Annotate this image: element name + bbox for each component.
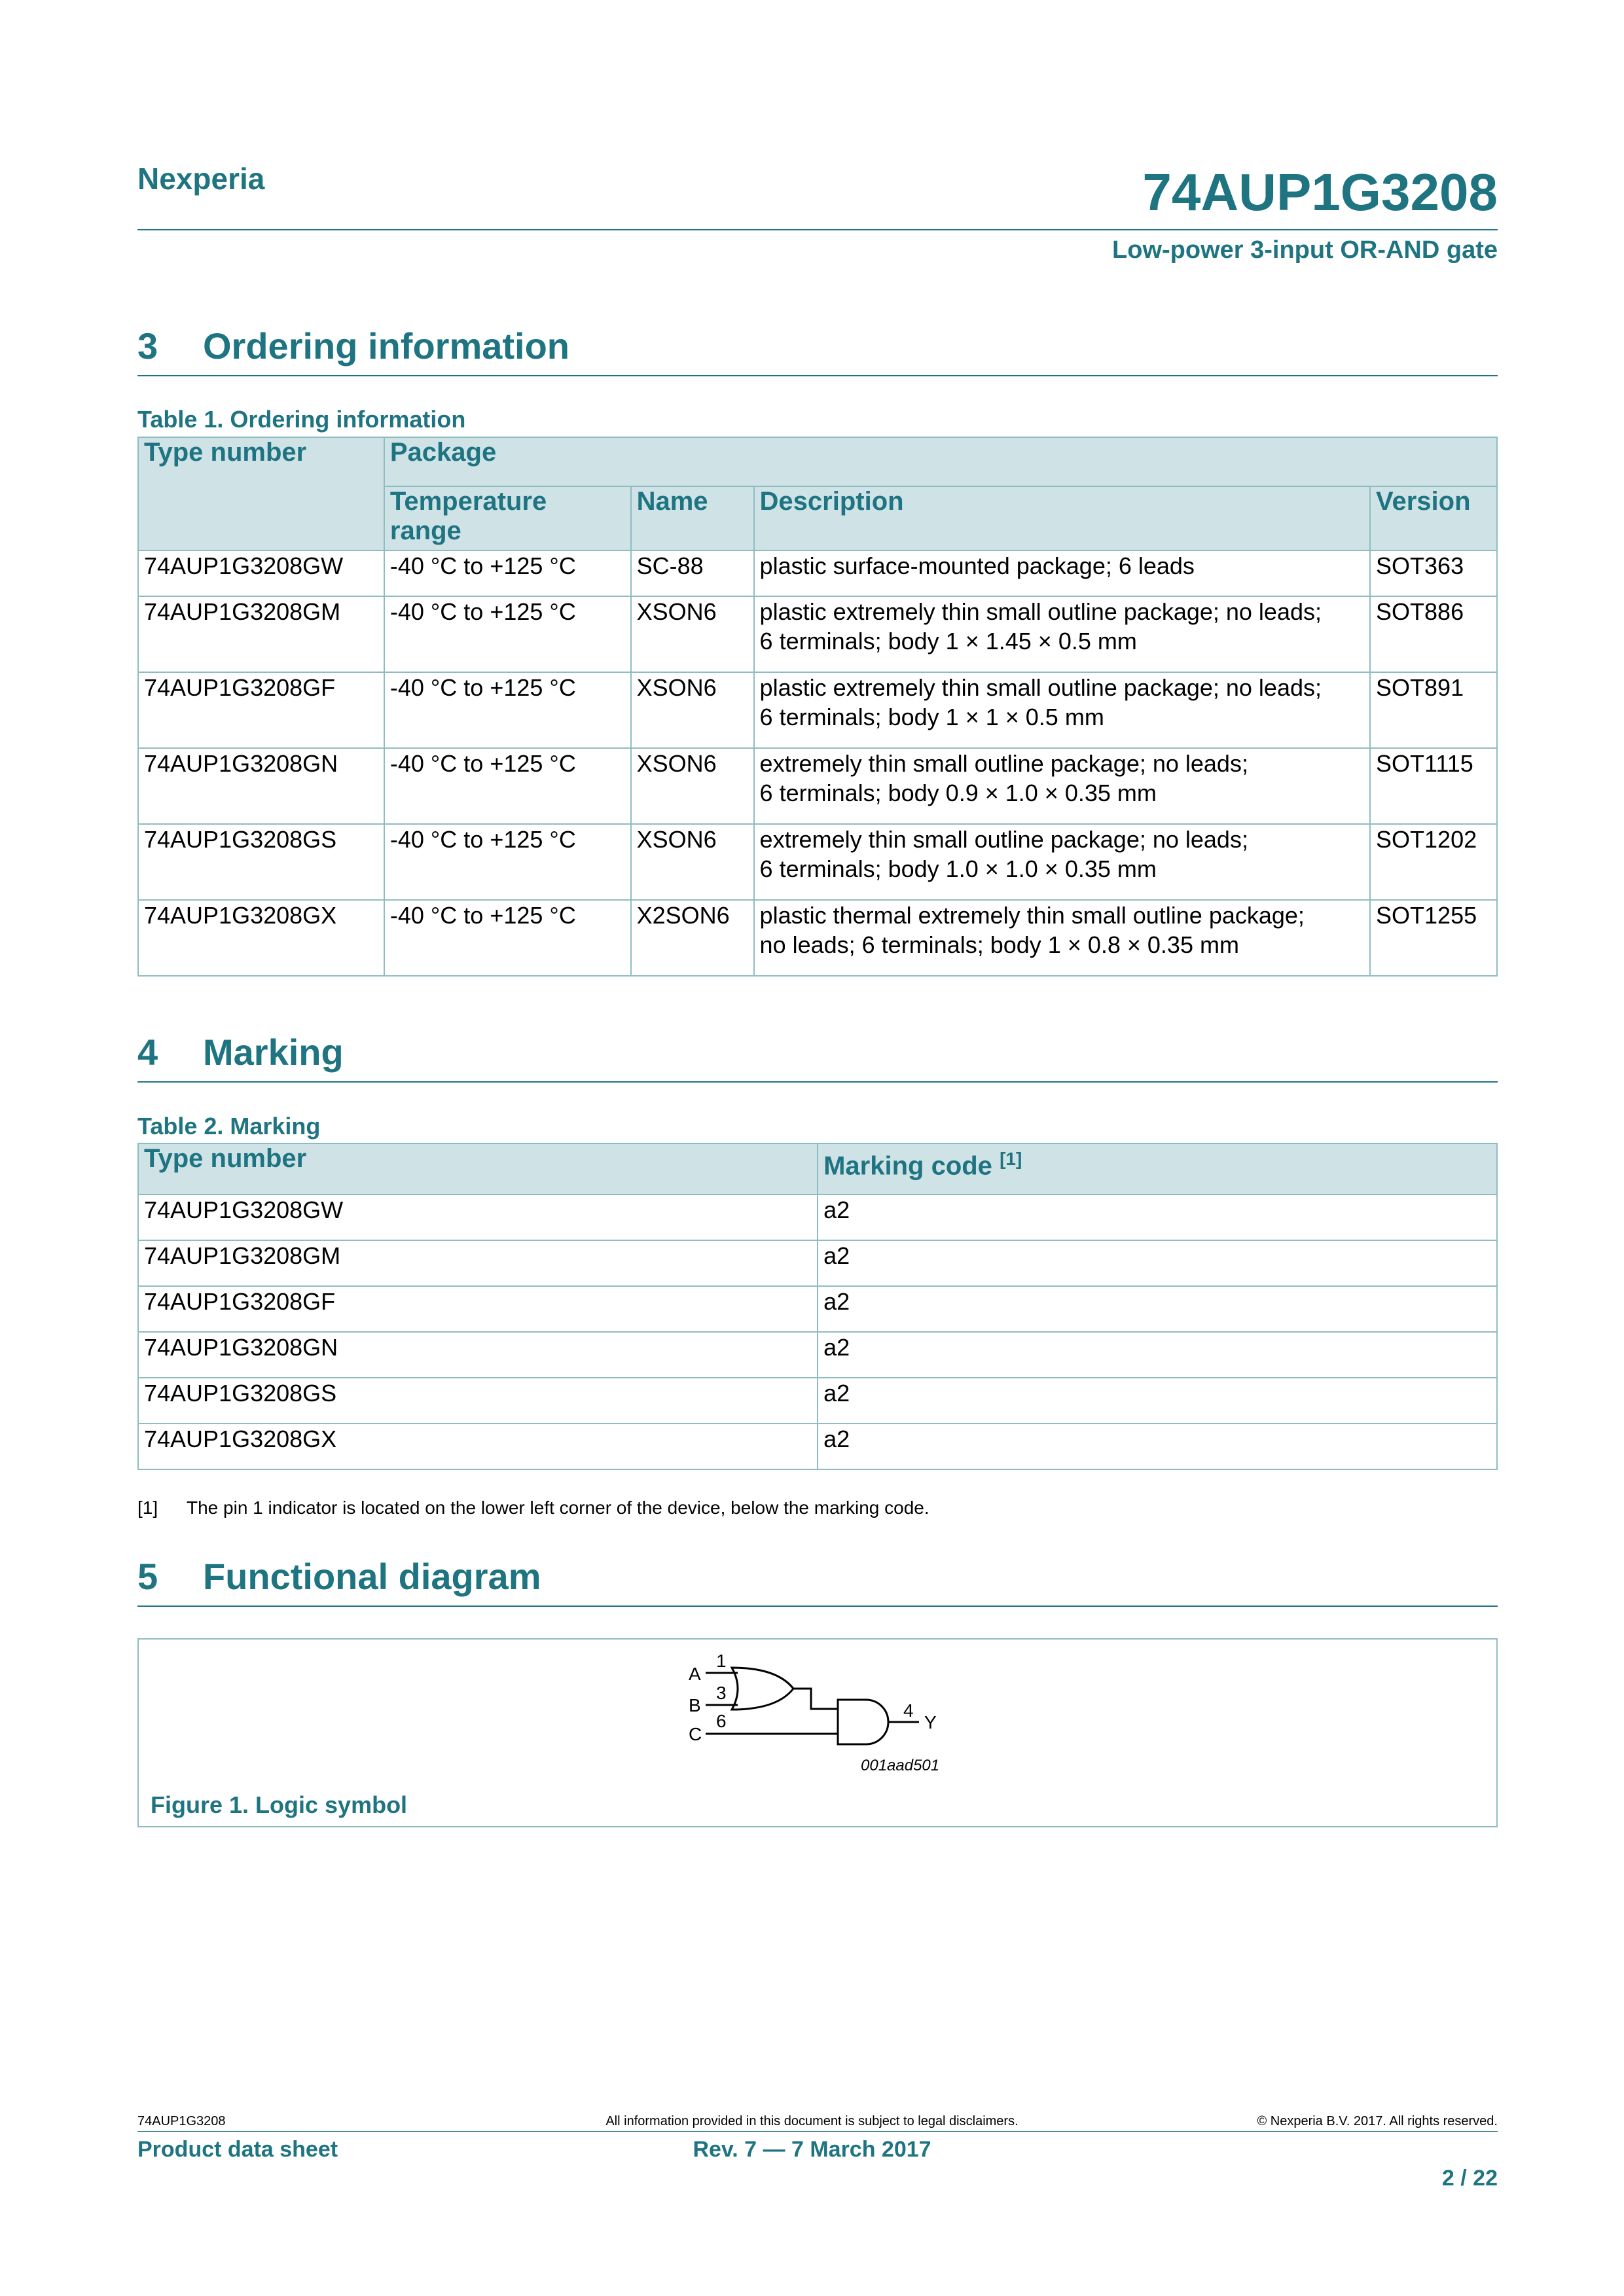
figure-1-caption: Figure 1. Logic symbol [151, 1791, 408, 1818]
cell-description [754, 824, 1370, 900]
table-row [138, 672, 1497, 748]
table-row [138, 748, 1497, 824]
section-number: 4 [137, 1031, 158, 1073]
cell-name: XSON6 [631, 672, 754, 748]
col-header-name: Name [631, 486, 754, 550]
cell-description [754, 672, 1370, 748]
col-header-type-number: Type number [138, 1143, 818, 1194]
desc-line: extremely thin small outline package; no leads; [759, 750, 1248, 777]
cell-temp: -40 °C to +125 °C [384, 748, 631, 824]
footnote-ref: [1] [137, 1498, 158, 1518]
section-5-heading [137, 1555, 541, 1598]
section-3-heading [137, 325, 569, 367]
footer-doc-type: Product data sheet [137, 2137, 338, 2162]
wire-or-to-and [793, 1689, 838, 1709]
cell-type: 74AUP1G3208GM [138, 596, 384, 672]
desc-line: plastic extremely thin small outline package; no leads; [759, 598, 1322, 625]
marking-code-label: Marking code [823, 1151, 992, 1181]
marking-table [137, 1143, 1498, 1470]
cell-temp: -40 °C to +125 °C [384, 900, 631, 976]
section-title: Functional diagram [203, 1556, 541, 1597]
cell-version: SOT886 [1370, 596, 1497, 672]
cell-code: a2 [818, 1378, 1497, 1424]
cell-code: a2 [818, 1194, 1497, 1240]
table-row [138, 1240, 1497, 1286]
cell-version: SOT1255 [1370, 900, 1497, 976]
cell-type: 74AUP1G3208GX [138, 1424, 818, 1469]
cell-version: SOT363 [1370, 550, 1497, 596]
section-divider [137, 1605, 1498, 1607]
footer-revision: Rev. 7 — 7 March 2017 [693, 2137, 931, 2162]
desc-line: 6 terminals; body 1 × 1 × 0.5 mm [759, 704, 1104, 730]
cell-description [754, 748, 1370, 824]
section-divider [137, 375, 1498, 376]
table-row [138, 824, 1497, 900]
cell-version: SOT1115 [1370, 748, 1497, 824]
or-gate-shape [732, 1668, 793, 1710]
pin-label-a: A [689, 1664, 701, 1684]
cell-type: 74AUP1G3208GM [138, 1240, 818, 1286]
desc-line: no leads; 6 terminals; body 1 × 0.8 × 0.35 mm [759, 931, 1239, 958]
cell-version: SOT891 [1370, 672, 1497, 748]
section-title: Ordering information [203, 325, 569, 367]
footnote [137, 1498, 929, 1518]
cell-code: a2 [818, 1286, 1497, 1332]
and-gate-shape [838, 1700, 888, 1744]
desc-line: 6 terminals; body 0.9 × 1.0 × 0.35 mm [759, 780, 1157, 806]
cell-temp: -40 °C to +125 °C [384, 596, 631, 672]
pin-number-6: 6 [716, 1711, 727, 1731]
col-header-description: Description [754, 486, 1370, 550]
col-header-temperature: Temperature range [384, 486, 631, 550]
section-number: 3 [137, 325, 158, 367]
table-row [138, 1424, 1497, 1469]
table-row [138, 550, 1497, 596]
cell-code: a2 [818, 1240, 1497, 1286]
desc-line: plastic extremely thin small outline package; no leads; [759, 674, 1322, 701]
cell-name: XSON6 [631, 824, 754, 900]
cell-type: 74AUP1G3208GF [138, 1286, 818, 1332]
cell-description [754, 596, 1370, 672]
brand-name: Nexperia [137, 162, 265, 196]
pin-label-b: B [689, 1695, 701, 1715]
table-row [138, 596, 1497, 672]
table-2-caption: Table 2. Marking [137, 1113, 321, 1139]
cell-type: 74AUP1G3208GN [138, 748, 384, 824]
footnote-ref: [1] [1000, 1149, 1022, 1169]
footer-copyright: © Nexperia B.V. 2017. All rights reserved. [1257, 2114, 1498, 2128]
footnote-text: The pin 1 indicator is located on the lower left corner of the device, below the marking code. [187, 1498, 929, 1518]
footer-disclaimer: All information provided in this document is subject to legal disclaimers. [605, 2114, 1019, 2128]
table-row [138, 900, 1497, 976]
cell-name: X2SON6 [631, 900, 754, 976]
cell-version: SOT1202 [1370, 824, 1497, 900]
page-number: 2 / 22 [1441, 2166, 1498, 2191]
figure-code: 001aad501 [861, 1757, 940, 1774]
footer-part-number: 74AUP1G3208 [137, 2114, 226, 2128]
col-header-package: Package [384, 437, 1497, 486]
cell-type: 74AUP1G3208GN [138, 1332, 818, 1378]
cell-type: 74AUP1G3208GX [138, 900, 384, 976]
ordering-table [137, 437, 1498, 977]
col-header-marking-code [818, 1143, 1497, 1194]
cell-temp: -40 °C to +125 °C [384, 672, 631, 748]
section-title: Marking [203, 1031, 344, 1073]
pin-number-1: 1 [716, 1651, 727, 1671]
cell-description [754, 900, 1370, 976]
desc-line: plastic thermal extremely thin small outline package; [759, 902, 1305, 929]
desc-line: plastic surface-mounted package; 6 leads [759, 552, 1195, 579]
table-row [138, 1286, 1497, 1332]
table-1-caption: Table 1. Ordering information [137, 406, 466, 433]
col-header-type-number: Type number [138, 437, 384, 550]
col-header-version: Version [1370, 486, 1497, 550]
desc-line: 6 terminals; body 1 × 1.45 × 0.5 mm [759, 628, 1137, 655]
cell-code: a2 [818, 1332, 1497, 1378]
figure-1-frame [137, 1638, 1498, 1827]
table-row [138, 1194, 1497, 1240]
section-number: 5 [137, 1556, 158, 1597]
header-divider [137, 229, 1498, 230]
pin-label-c: C [689, 1724, 702, 1744]
cell-type: 74AUP1G3208GS [138, 824, 384, 900]
cell-name: SC-88 [631, 550, 754, 596]
section-divider [137, 1081, 1498, 1083]
pin-number-3: 3 [716, 1683, 727, 1703]
cell-type: 74AUP1G3208GW [138, 1194, 818, 1240]
cell-name: XSON6 [631, 596, 754, 672]
table-row [138, 1378, 1497, 1424]
table-row [138, 1332, 1497, 1378]
cell-type: 74AUP1G3208GW [138, 550, 384, 596]
cell-temp: -40 °C to +125 °C [384, 824, 631, 900]
document-subtitle: Low-power 3-input OR-AND gate [1112, 236, 1498, 264]
cell-description [754, 550, 1370, 596]
part-number-title: 74AUP1G3208 [1142, 163, 1498, 221]
pin-number-4: 4 [903, 1700, 914, 1721]
section-4-heading [137, 1031, 344, 1073]
cell-type: 74AUP1G3208GS [138, 1378, 818, 1424]
cell-code: a2 [818, 1424, 1497, 1469]
cell-name: XSON6 [631, 748, 754, 824]
desc-line: 6 terminals; body 1.0 × 1.0 × 0.35 mm [759, 855, 1157, 882]
pin-label-y: Y [924, 1712, 937, 1732]
cell-type: 74AUP1G3208GF [138, 672, 384, 748]
footer-divider [137, 2131, 1498, 2132]
desc-line: extremely thin small outline package; no leads; [759, 826, 1248, 853]
cell-temp: -40 °C to +125 °C [384, 550, 631, 596]
